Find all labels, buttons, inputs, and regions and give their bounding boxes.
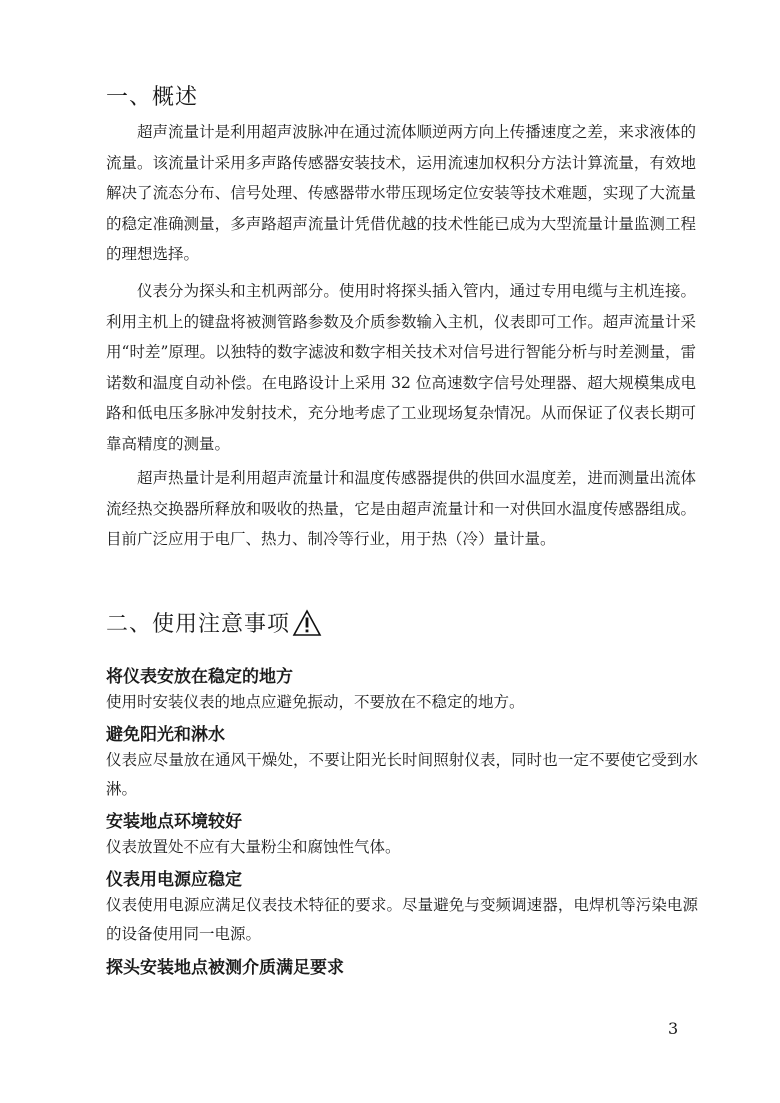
precaution-text-stable-place: 使用时安装仪表的地点应避免振动，不要放在不稳定的地方。 xyxy=(106,693,525,711)
precaution-title-stable-place: 将仪表安放在稳定的地方 xyxy=(106,667,293,687)
warning-triangle-icon xyxy=(292,609,322,643)
precaution-title-environment: 安装地点环境较好 xyxy=(106,812,242,832)
precaution-title-sun-water: 避免阳光和淋水 xyxy=(106,725,225,745)
section-heading-precautions-text: 二、使用注意事项 xyxy=(106,612,291,637)
precaution-title-power-supply: 仪表用电源应稳定 xyxy=(106,870,242,890)
precaution-text-sun-water: 仪表应尽量放在通风干燥处，不要让阳光长时间照射仪表，同时也一定不要使它受到水淋。 xyxy=(106,751,698,798)
overview-paragraph-2: 仪表分为探头和主机两部分。使用时将探头插入管内，通过专用电缆与主机连接。利用主机上的键盘将被测管路参数及介质参数输入主机，仪表即可工作。超声流量计采用“时差”原理。以独特的数字滤波和数字相关技术对信号进行智能分析与时差测量，雷诺数和温度自动补偿。在电路设计上采用 32 位高速数字信号处理器、超大规模集成电路和低电压多脉冲发射技术，充分地考虑了工业现场复杂情况。从而保证了仪表长期可靠高精度的测量。 xyxy=(106,282,696,453)
section-heading-precautions xyxy=(106,607,322,643)
precaution-text-power-supply: 仪表使用电源应满足仪表技术特征的要求。尽量避免与变频调速器，电焊机等污染电源的设备使用同一电源。 xyxy=(106,896,698,943)
precaution-text-environment: 仪表放置处不应有大量粉尘和腐蚀性气体。 xyxy=(106,838,401,856)
section-heading-overview: 一、概述 xyxy=(106,85,199,110)
overview-paragraph-1: 超声流量计是利用超声波脉冲在通过流体顺逆两方向上传播速度之差，来求液体的流量。该流量计采用多声路传感器安装技术，运用流速加权积分方法计算流量，有效地解决了流态分布、信号处理、传感器带水带压现场定位安装等技术难题，实现了大流量的稳定准确测量，多声路超声流量计凭借优越的技术性能已成为大型流量计量监测工程的理想选择。 xyxy=(106,123,696,263)
page-number: 3 xyxy=(668,1019,679,1038)
precaution-title-probe-location: 探头安装地点被测介质满足要求 xyxy=(106,958,344,978)
overview-paragraph-3: 超声热量计是利用超声流量计和温度传感器提供的供回水温度差，进而测量出流体流经热交换器所释放和吸收的热量，它是由超声流量计和一对供回水温度传感器组成。目前广泛应用于电厂、热力、制冷等行业，用于热（冷）量计量。 xyxy=(106,469,696,548)
